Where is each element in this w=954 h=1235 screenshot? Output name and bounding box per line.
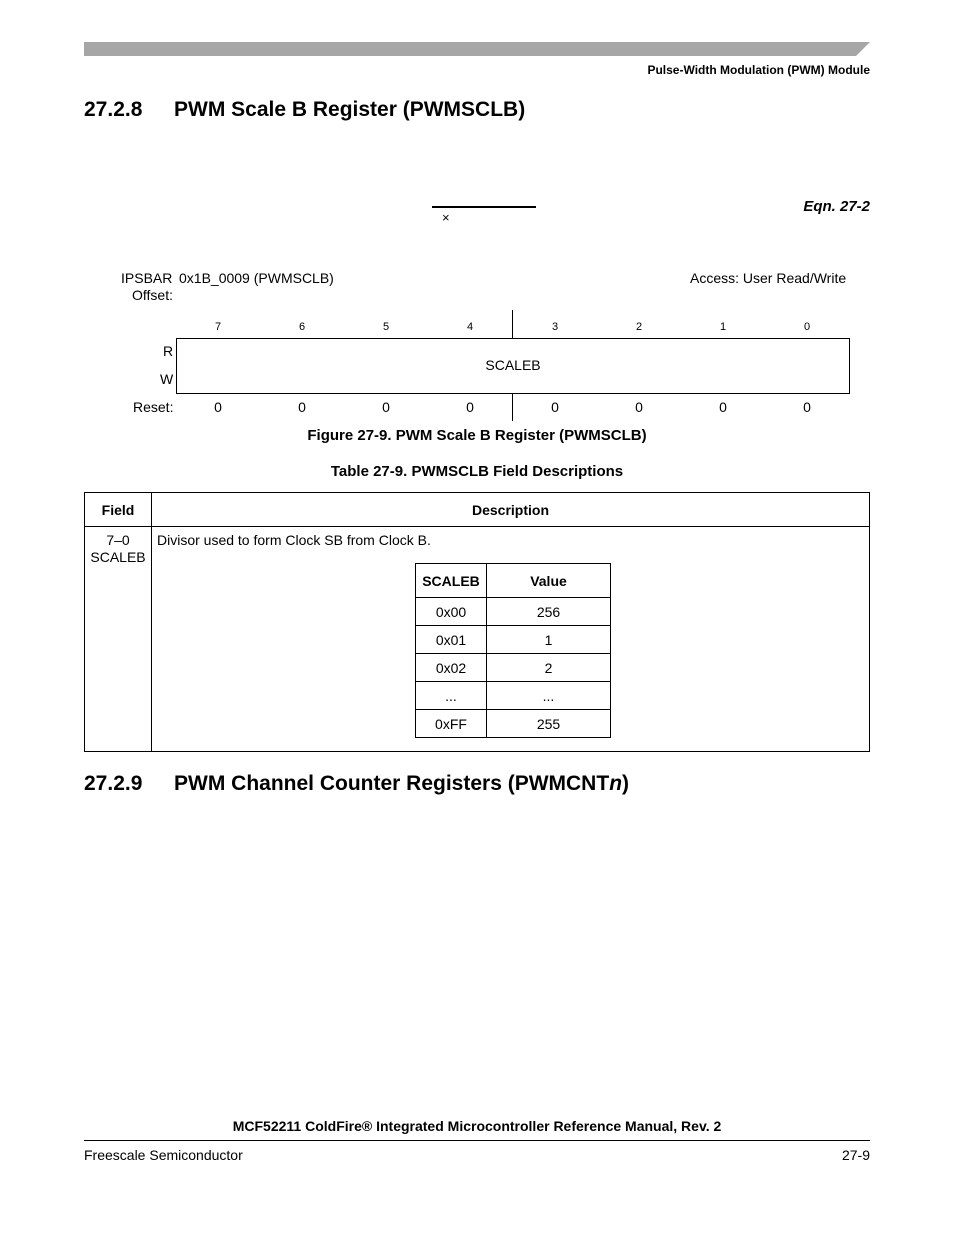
access-label: Access: User Read/Write (690, 270, 847, 286)
footer-page-number: 27-9 (841, 1147, 870, 1163)
table-header-row (85, 493, 870, 527)
field-description: Divisor used to form Clock SB from Clock B. (157, 532, 431, 548)
bit-number: 3 (551, 321, 559, 333)
reset-value: 0 (635, 399, 643, 415)
section-title-italic: n (609, 772, 623, 795)
scaleb-code: 0x01 (416, 626, 487, 654)
register-field-name: SCALEB (485, 357, 541, 373)
field-cell (85, 527, 152, 752)
inner-header-row (416, 564, 611, 598)
nibble-divider-top (512, 310, 513, 338)
nibble-divider-bottom (512, 393, 513, 421)
equation-fraction-bar (432, 206, 536, 208)
section-title (174, 772, 629, 796)
table-row (416, 626, 611, 654)
scaleb-code: 0x02 (416, 654, 487, 682)
reset-label: Reset: (133, 399, 174, 415)
reset-value: 0 (551, 399, 559, 415)
footer-company: Freescale Semiconductor (84, 1147, 243, 1163)
reset-value: 0 (382, 399, 390, 415)
footer-manual-title: MCF52211 ColdFire® Integrated Microcontroller Reference Manual, Rev. 2 (232, 1118, 722, 1134)
scaleb-code: 0xFF (416, 710, 487, 738)
row-read-label: R (163, 343, 174, 359)
column-header-description: Description (152, 493, 870, 527)
scaleb-value-table (415, 563, 611, 738)
address-label: IPSBAR (121, 270, 173, 286)
row-write-label: W (160, 371, 174, 387)
header-bar (84, 42, 870, 56)
figure-caption: Figure 27-9. PWM Scale B Register (PWMSCLB) (307, 427, 647, 444)
section-title-prefix: PWM Channel Counter Registers (PWMCNT (174, 772, 610, 795)
bit-number: 2 (635, 321, 643, 333)
reset-value: 0 (803, 399, 811, 415)
bit-number: 4 (466, 321, 474, 333)
scaleb-code: 0x00 (416, 598, 487, 626)
scaleb-value: 256 (487, 598, 611, 626)
table-row (416, 654, 611, 682)
table-row (416, 710, 611, 738)
table-caption: Table 27-9. PWMSCLB Field Descriptions (330, 463, 624, 480)
bit-number: 5 (382, 321, 390, 333)
reset-value: 0 (214, 399, 222, 415)
inner-header-value: Value (487, 564, 611, 598)
field-bits: 7–0 (106, 532, 130, 548)
bit-number: 1 (719, 321, 727, 333)
footer-rule (84, 1140, 870, 1141)
field-name: SCALEB (90, 549, 146, 565)
inner-header-scaleb: SCALEB (416, 564, 487, 598)
equation-label: Eqn. 27-2 (803, 198, 870, 215)
section-number: 27.2.8 (84, 98, 143, 121)
scaleb-value: 1 (487, 626, 611, 654)
reset-value: 0 (466, 399, 474, 415)
column-header-field: Field (85, 493, 152, 527)
section-title: PWM Scale B Register (PWMSCLB) (174, 98, 526, 121)
section-number: 27.2.9 (84, 772, 143, 795)
scaleb-value: 2 (487, 654, 611, 682)
scaleb-value: ... (487, 682, 611, 710)
bit-number: 6 (298, 321, 306, 333)
bit-number: 0 (803, 321, 811, 333)
table-row (416, 598, 611, 626)
scaleb-value: 255 (487, 710, 611, 738)
equation-times-symbol: × (442, 210, 450, 225)
running-head: Pulse-Width Modulation (PWM) Module (647, 63, 870, 77)
address-label-offset: Offset: (132, 287, 173, 303)
reset-value: 0 (719, 399, 727, 415)
table-row (416, 682, 611, 710)
address-value: 0x1B_0009 (PWMSCLB) (179, 270, 334, 286)
bit-number: 7 (214, 321, 222, 333)
scaleb-code: ... (416, 682, 487, 710)
section-title-suffix: ) (622, 772, 630, 795)
reset-value: 0 (298, 399, 306, 415)
